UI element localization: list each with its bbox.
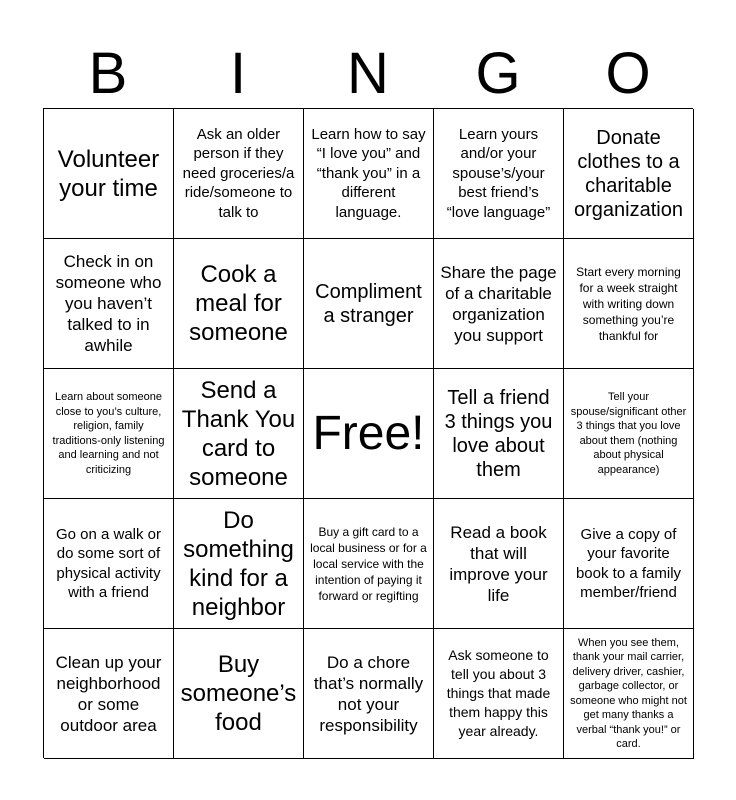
bingo-cell-r4c5[interactable] — [564, 499, 694, 629]
bingo-cell-r4c3[interactable] — [304, 499, 434, 629]
cell-text: Start every morning for a week straight with writing down something you’re thankful for — [576, 264, 681, 343]
header-letter-i: I — [229, 41, 247, 106]
bingo-cell-r2c5[interactable] — [564, 239, 694, 369]
cell-text: Ask an older person if they need groceries/a ride/someone to talk to — [182, 125, 295, 221]
bingo-cell-r5c1[interactable] — [44, 629, 174, 759]
cell-text: Cook a meal for someone — [189, 261, 288, 346]
cell-text: Volunteer your time — [57, 145, 160, 202]
bingo-cell-r2c3[interactable] — [304, 239, 434, 369]
bingo-cell-r2c2[interactable] — [174, 239, 304, 369]
bingo-cell-r1c2[interactable] — [174, 109, 304, 239]
cell-text: Check in on someone who you haven’t talked to in awhile — [55, 252, 162, 355]
header-letter-b: B — [88, 41, 128, 106]
cell-text: Clean up your neighborhood or some outdoor area — [55, 652, 162, 735]
header-letter-o: O — [605, 41, 651, 106]
header-letter-g: G — [475, 41, 521, 106]
bingo-cell-r5c4[interactable] — [434, 629, 564, 759]
bingo-cell-r1c4[interactable] — [434, 109, 564, 239]
bingo-header — [43, 40, 693, 108]
bingo-cell-r5c5[interactable] — [564, 629, 694, 759]
cell-text: Learn yours and/or your spouse’s/your best friend’s “love language” — [446, 125, 551, 221]
cell-text: Do a chore that’s normally not your responsibility — [313, 652, 424, 735]
cell-text: Send a Thank You card to someone — [181, 376, 296, 491]
bingo-cell-r1c3[interactable] — [304, 109, 434, 239]
bingo-cell-r1c5[interactable] — [564, 109, 694, 239]
cell-text: Buy a gift card to a local business or for a local service with the intention of paying it forward or regifting — [310, 524, 427, 603]
bingo-cell-r3c1[interactable] — [44, 369, 174, 499]
bingo-cell-r3c5[interactable] — [564, 369, 694, 499]
bingo-cell-r5c3[interactable] — [304, 629, 434, 759]
bingo-cell-r3c4[interactable] — [434, 369, 564, 499]
bingo-cell-r4c4[interactable] — [434, 499, 564, 629]
cell-text: Tell your spouse/significant other 3 things that you love about them (nothing about physical appearance) — [570, 391, 687, 476]
cell-text: Learn about someone close to you’s culture, religion, family traditions-only listening and learning and not criticizing — [52, 391, 165, 476]
cell-text: Donate clothes to a charitable organization — [574, 126, 683, 221]
bingo-cell-r1c1[interactable] — [44, 109, 174, 239]
cell-text: Ask someone to tell you about 3 things that made them happy this year already. — [446, 647, 551, 739]
cell-text: Share the page of a charitable organization you support — [440, 262, 557, 345]
bingo-cell-r5c2[interactable] — [174, 629, 304, 759]
cell-text: When you see them, thank your mail carrier, delivery driver, cashier, garbage collector, or someone who might not get many thanks a verbal “thank you!” or card. — [570, 636, 687, 750]
bingo-cell-free[interactable] — [304, 369, 434, 499]
cell-text: Give a copy of your favorite book to a family member/friend — [575, 525, 682, 601]
bingo-cell-r4c1[interactable] — [44, 499, 174, 629]
cell-text: Buy someone’s food — [180, 651, 297, 736]
header-letter-n: N — [347, 41, 389, 106]
bingo-cell-r3c2[interactable] — [174, 369, 304, 499]
bingo-cell-r2c1[interactable] — [44, 239, 174, 369]
cell-text: Read a book that will improve your life — [449, 522, 548, 605]
cell-text: Go on a walk or do some sort of physical activity with a friend — [55, 525, 162, 601]
cell-text: Do something kind for a neighbor — [183, 506, 294, 621]
cell-text: Compliment a stranger — [315, 280, 422, 327]
cell-text: Learn how to say “I love you” and “thank you” in a different language. — [311, 125, 426, 221]
bingo-cell-r2c4[interactable] — [434, 239, 564, 369]
cell-text: Tell a friend 3 things you love about them — [444, 386, 553, 481]
bingo-cell-r4c2[interactable] — [174, 499, 304, 629]
free-space-text: Free! — [312, 406, 425, 460]
bingo-grid — [43, 108, 693, 758]
